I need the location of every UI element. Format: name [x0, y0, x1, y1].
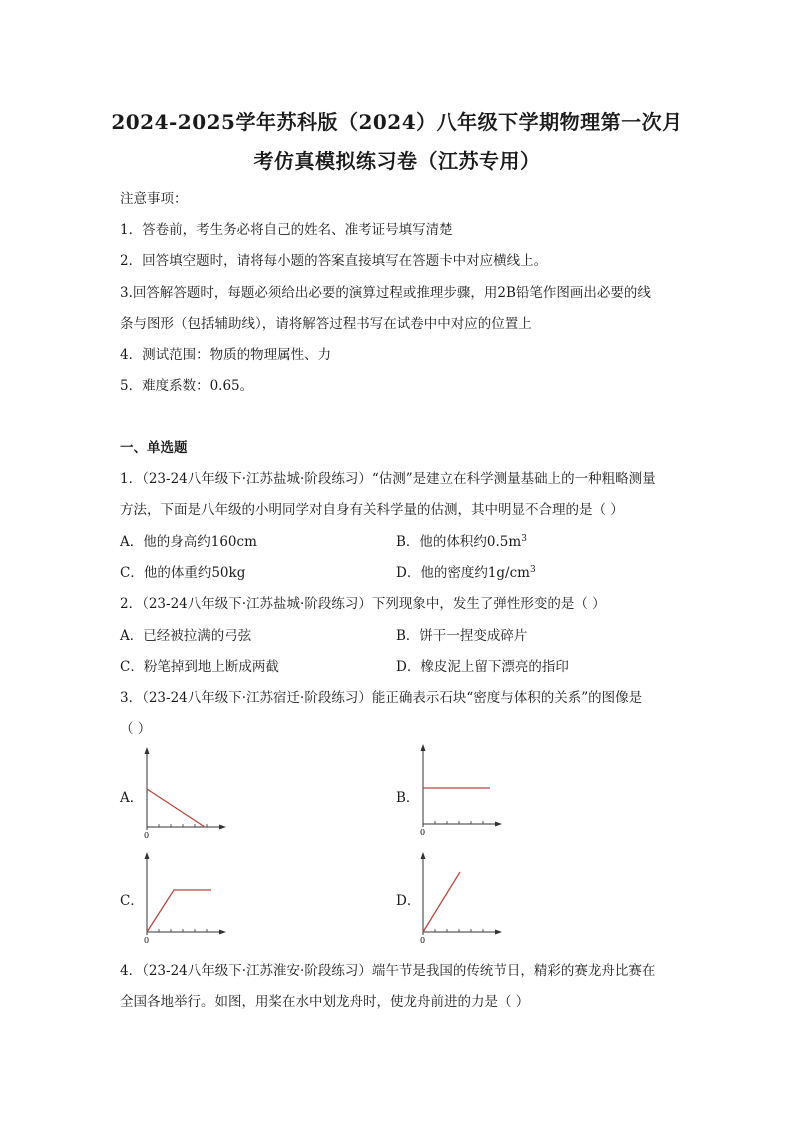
question-2-stem: 2．（23-24八年级下·江苏盐城·阶段练习）下列现象中，发生了弹性形变的是（ ）	[120, 596, 606, 612]
question-1-stem-line-2: 方法，下面是八年级的小明同学对自身有关科学量的估测，其中明显不合理的是（ ）	[120, 502, 624, 518]
x-axis-arrow	[495, 822, 502, 827]
question-1-option-b: B．他的体积约$0.5m^3$	[396, 534, 527, 550]
question-3-graph-b	[414, 742, 504, 837]
question-3-graph-a	[138, 745, 228, 840]
x-axis-arrow	[219, 930, 226, 935]
y-axis-arrow	[145, 747, 150, 754]
question-4-stem-line-2: 全国各地举行。如图，用桨在水中划龙舟时，使龙舟前进的力是（ ）	[120, 994, 530, 1010]
origin-label: 0	[144, 936, 150, 945]
notice-item-5: 5．难度系数：0.65。	[120, 378, 254, 394]
question-3-graph-d	[414, 850, 504, 945]
y-axis-arrow	[145, 852, 150, 859]
graph-c-line	[147, 890, 211, 932]
question-1-option-c: C．他的体重约50kg	[120, 565, 246, 581]
question-1-option-a: A．他的身高约160cm	[120, 534, 257, 550]
origin-label: 0	[420, 936, 426, 945]
question-2-option-d: D．橡皮泥上留下漂亮的指印	[396, 659, 569, 675]
graph-d-line	[423, 872, 460, 932]
notice-item-4: 4．测试范围：物质的物理属性、力	[120, 347, 332, 363]
y-axis-arrow	[421, 744, 426, 751]
question-3-option-b-label: B．	[396, 790, 420, 806]
graph-a-line	[147, 789, 205, 827]
section-title: 一、单选题	[120, 440, 188, 456]
x-axis-arrow	[495, 930, 502, 935]
question-3-option-a-label: A．	[120, 790, 144, 806]
notice-heading: 注意事项：	[120, 191, 188, 207]
question-2-option-b: B．饼干一捏变成碎片	[396, 628, 528, 644]
origin-label: 0	[144, 831, 150, 840]
question-1-stem-line-1: 1．（23-24八年级下·江苏盐城·阶段练习）“估测”是建立在科学测量基础上的一种粗略测量	[120, 471, 656, 487]
notice-item-1: 1．答卷前，考生务必将自己的姓名、准考证号填写清楚	[120, 222, 453, 238]
question-1-option-d: D．他的密度约$1g/cm^3$	[396, 565, 536, 581]
question-4-stem-line-1: 4．（23-24八年级下·江苏淮安·阶段练习）端午节是我国的传统节日，精彩的赛龙舟比赛在	[120, 963, 656, 979]
question-2-option-a: A．已经被拉满的弓弦	[120, 628, 252, 644]
notice-item-3-continued: 条与图形（包括辅助线），请将解答过程书写在试卷中中对应的位置上	[120, 316, 532, 332]
notice-item-3: 3.回答解答题时，每题必须给出必要的演算过程或推理步骤，用2B铅笔作图画出必要的线	[120, 285, 651, 301]
question-2-option-c: C．粉笔掉到地上断成两截	[120, 659, 279, 675]
question-3-graph-c	[138, 850, 228, 945]
exam-title-line-1: 2024-2025学年苏科版（2024）八年级下学期物理第一次月	[111, 110, 683, 134]
notice-item-2: 2．回答填空题时，请将每小题的答案直接填写在答题卡中对应横线上。	[120, 253, 548, 269]
question-3-option-c-label: C．	[120, 893, 144, 909]
question-3-stem-line-1: 3．（23-24八年级下·江苏宿迁·阶段练习）能正确表示石块“密度与体积的关系”的图像是	[120, 690, 643, 706]
exam-title-line-2: 考仿真模拟练习卷（江苏专用）	[253, 149, 541, 173]
x-axis-arrow	[219, 825, 226, 830]
question-3-stem-line-2: （ ）	[120, 721, 152, 737]
origin-label: 0	[420, 828, 426, 837]
y-axis-arrow	[421, 852, 426, 859]
question-3-option-d-label: D．	[396, 893, 421, 909]
